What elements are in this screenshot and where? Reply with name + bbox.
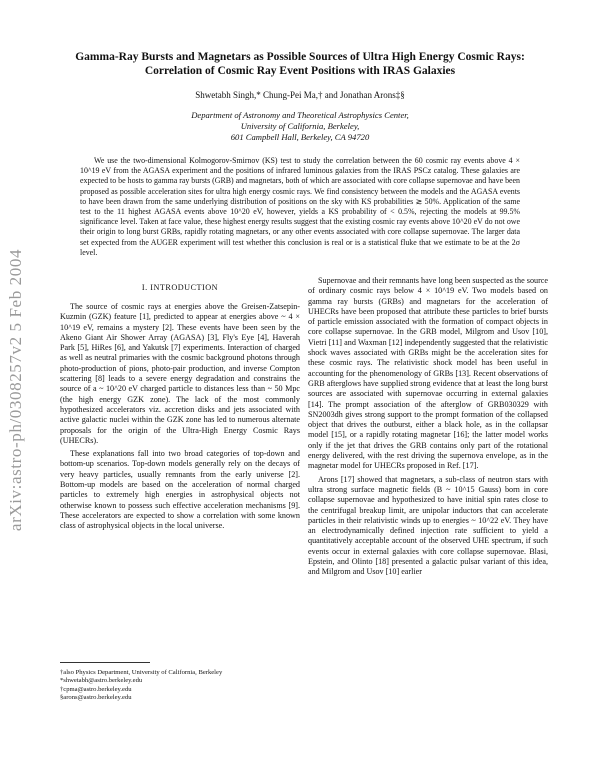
paragraph: The source of cosmic rays at energies above the Greisen-Zatsepin-Kuzmin (GZK) feature [1], predicted to appear at energies above ~ 4 × 10^19 eV, remains a mystery [2]. These events have been seen by the Akeno Giant Air Shower Array (AGASA) [3], Fly's Eye [4], Haverah Park [5], HiRes [6], and Yakutsk [7] experiments. Interaction of charged as well as neutral primaries with the cosmic background photons through photo-production of pions, photo-pair production, and inverse Compton scattering [8] leads to a severe energy degradation and constrains the source of a ~ 10^20 eV charged particle to distances less than ~ 50 Mpc (the high energy GZK zone). The lack of the most commonly hypothesized accelerators viz. accretion disks and jets associated with active galactic nuclei within the GZK zone has led to numerous alternate proposals for the origin of the Ultra-High Energy Cosmic Rays (UHECRs). [60, 302, 300, 445]
paragraph: These explanations fall into two broad categories of top-down and bottom-up scenarios. Top-down models generally rely on the decays of very heavy particles, usually remnants from the early universe [2]. Bottom-up models are based on the acceleration of normal charged particles to extremely high energies in astrophysical objects not otherwise known to possess such effective acceleration mechanisms [9]. These accelerators are expected to show a correlation with some known class of astrophysical objects in the local universe. [60, 449, 300, 531]
footnote-rule [60, 662, 150, 663]
arxiv-identifier: arXiv:astro-ph/0308257v2 5 Feb 2004 [6, 248, 25, 532]
footnote: †cpma@astro.berkeley.edu [60, 685, 132, 693]
section-heading: I. INTRODUCTION [141, 283, 219, 292]
affiliation-line: University of California, Berkeley, [240, 121, 360, 131]
paragraph: Arons [17] showed that magnetars, a sub-class of neutron stars with ultra strong surface magnetic fields (B ~ 10^15 Gauss) born in core collapse supernovae and hypothesized to have initial spin rates close to the centrifugal breakup limit, are unipolar inductors that can accelerate particles in their relativistic winds up to energies ~ 10^22 eV. They have an electrodynamically defined injection rate sufficient to yield a quantitatively acceptable account of the observed UHE spectrum, if such events occur in external galaxies with core collapse supernovae. Blasi, Epstein, and Olinto [18] presented a galactic pulsar variant of this idea, and Milgrom and Usov [10] earlier [308, 474, 548, 577]
affiliation-line: Department of Astronomy and Theoretical Astrophysics Center, [191, 110, 409, 120]
footnotes [60, 662, 300, 703]
affiliation [60, 110, 540, 143]
paper-title: Gamma-Ray Bursts and Magnetars as Possible Sources of Ultra High Energy Cosmic Rays: Correlation of Cosmic Ray Event Positions with IRAS Galaxies [75, 51, 525, 77]
affiliation-line: 601 Campbell Hall, Berkeley, CA 94720 [230, 132, 370, 142]
footnote: §arons@astro.berkeley.edu [60, 694, 132, 702]
paragraph: Supernovae and their remnants have long been suspected as the source of ordinary cosmic rays below 4 × 10^19 eV. Two models based on gamma ray bursts (GRBs) and magnetars for the acceleration of UHECRs have been proposed that attribute these particles to brief bursts of particle emission associated with the formation of compact objects in core collapse supernovae. In the GRB model, Milgrom and Usov [10], Vietri [11] and Waxman [12] independently suggested that the relativistic shock waves associated with GRBs might be the acceleration sites for these cosmic rays. The relativistic shock model has been useful in accounting for the phenomenology of GRBs [13]. Recent observations of GRB afterglows have supplied strong evidence that at least the long burst sources are associated with supernovae occurring in external galaxies [14]. The prompt association of the afterglow of GRB030329 with SN2003dh gives strong support to the prompt formation of the collapsed object that drives the outburst, either a black hole, as in the collapsar model [15], or a rapidly rotating magnetar [16]; the latter model works only if the jet that drives the GRB contains only part of the rotational energy delivered, with the rest driving the supernova envelope, as in the magnetar model for UHECRs proposed in Ref. [17]. [308, 276, 548, 471]
footnote: *shwetabh@astro.berkeley.edu [60, 677, 143, 685]
footnote: †also Physics Department, University of California, Berkeley [60, 669, 223, 676]
right-column [308, 276, 548, 581]
abstract: We use the two-dimensional Kolmogorov-Smirnov (KS) test to study the correlation between the 60 cosmic ray events above 4 × 10^19 eV from the AGASA experiment and the positions of infrared luminous galaxies from the IRAS PSCz catalog. These galaxies are expected to be hosts to gamma ray bursts (GRB) and magnetars, both of which are associated with core collapse supernovae and have been proposed as possible acceleration sites for ultra high energy cosmic rays. We find consistency between the models and the AGASA events to have been drawn from the same underlying distribution of positions on the sky with KS probabilities ≳ 50%. Application of the same test to the 11 highest AGASA events above 10^20 eV, however, yields a KS probability of < 0.5%, rejecting the models at 99.5% significance level. Taken at face value, these highest energy results suggest that the existing cosmic ray events above 10^20 eV do not owe their origin to long burst GRBs, rapidly rotating magnetars, or any other events associated with core collapse supernovae. The larger data set expected from the AUGER experiment will test whether this conclusion is real or is a statistical fluke that we estimate to be at the 2σ level. [80, 156, 520, 257]
author-list: Shwetabh Singh,* Chung-Pei Ma,† and Jonathan Arons‡§ [195, 90, 405, 100]
